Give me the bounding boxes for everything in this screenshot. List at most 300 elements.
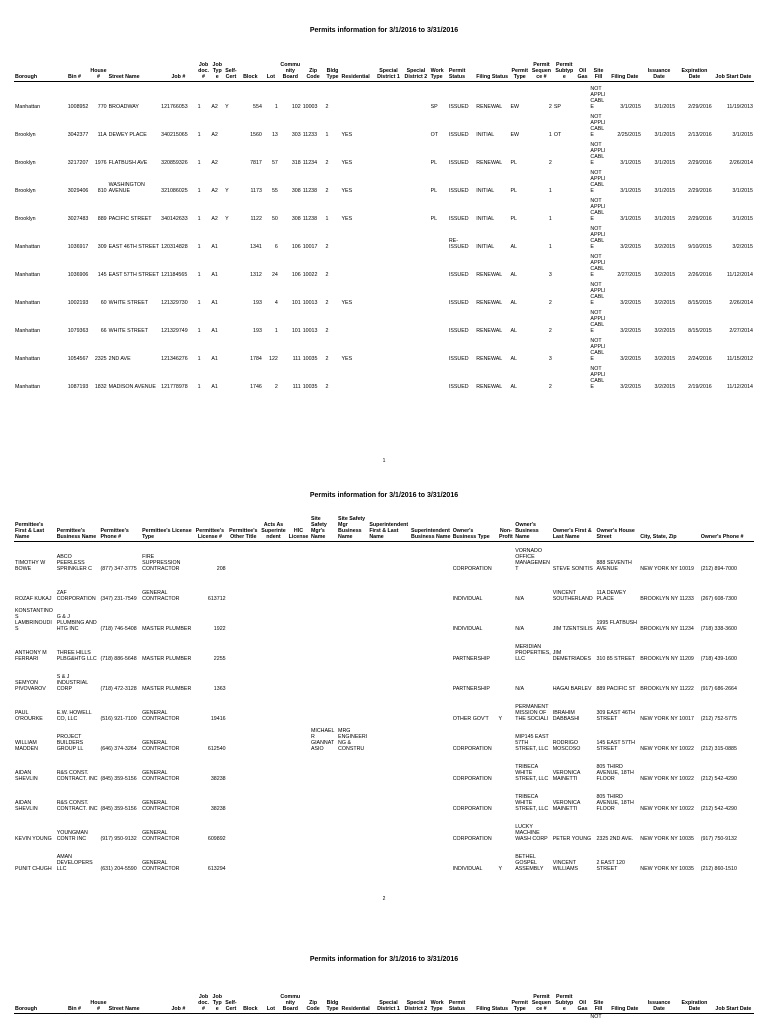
table-cell (302, 1014, 325, 1021)
table-cell: A1 (211, 327, 218, 334)
table-cell (375, 306, 402, 334)
table-cell: TRIBECA WHITE STREET, LLC (515, 763, 549, 782)
table-cell: PL (430, 215, 438, 222)
table-cell: NEW YORK NY 10022 (640, 805, 694, 812)
table-cell (402, 166, 429, 194)
table-row (14, 1014, 754, 1021)
column-header: Lot (263, 62, 279, 82)
table-cell: ZAF CORPORATION (56, 589, 96, 602)
table-cell: Y (225, 187, 229, 194)
table-cell (210, 1014, 224, 1021)
table-cell: 2 (548, 103, 552, 110)
table-cell (576, 110, 590, 138)
table-cell: Manhattan (15, 299, 41, 306)
table-cell (402, 110, 429, 138)
table-cell: PROJECT BUILDERS GROUP LL (56, 733, 84, 752)
table-cell: N/A (515, 625, 525, 632)
column-header: Permit Sequence # (531, 994, 552, 1012)
permits-table-page-3 (14, 994, 754, 1020)
table-cell (14, 1014, 60, 1021)
table-cell (410, 782, 452, 812)
table-cell (553, 362, 576, 390)
table-cell (337, 602, 368, 632)
table-cell: 4 (274, 299, 278, 306)
column-header: Expiration Date (676, 994, 713, 1014)
table-cell (498, 662, 515, 692)
table-cell (553, 1014, 576, 1021)
page-title-3: Permits information for 3/1/2016 to 3/31/2016 (309, 956, 459, 963)
table-cell: 3/2/2015 (620, 299, 641, 306)
table-cell: 2/26/2016 (688, 271, 712, 278)
page-title-2: Permits information for 3/1/2016 to 3/31/2016 (309, 492, 459, 499)
table-cell (402, 278, 429, 306)
table-cell: 2/29/2016 (688, 215, 712, 222)
table-cell: RENEWAL (476, 355, 503, 362)
table-cell: 1 (197, 355, 201, 362)
column-header: Block (238, 62, 263, 82)
column-header: Permit Subtype (553, 994, 576, 1014)
table-cell (260, 542, 287, 572)
table-cell (310, 662, 337, 692)
table-cell: (267) 608-7300 (700, 595, 737, 602)
table-cell (337, 752, 368, 782)
table-cell (402, 194, 429, 222)
table-cell (227, 692, 260, 722)
table-cell: RENEWAL (476, 271, 503, 278)
table-cell: NOT APPLICABLE (590, 281, 606, 306)
table-cell: E.W. HOWELL CO, LLC (56, 709, 92, 722)
column-header: Permit Status (448, 994, 475, 1014)
table-cell: 770 (97, 103, 107, 110)
table-cell: MERIDIAN PROPERTIES, LLC (515, 643, 551, 662)
table-cell: STEVE SONITIS (552, 565, 593, 572)
table-cell: 308 (291, 215, 301, 222)
table-cell: 3042377 (67, 131, 89, 138)
table-cell (576, 278, 590, 306)
table-cell: FIRE SUPPRESSION CONTRACTOR (142, 553, 181, 572)
column-header: Permit Type (510, 994, 531, 1014)
table-cell: WILLIAM MADDEN (15, 739, 38, 752)
table-row (14, 194, 754, 222)
table-cell: 2/24/2016 (688, 355, 712, 362)
table-cell (227, 722, 260, 752)
table-cell (224, 222, 238, 250)
table-cell (402, 334, 429, 362)
column-header: Issuance Date (642, 62, 676, 82)
table-cell (337, 692, 368, 722)
table-cell: 2/13/2016 (688, 131, 712, 138)
table-cell (430, 250, 448, 278)
table-cell (576, 334, 590, 362)
table-cell: AIDAN SHEVLIN (15, 799, 38, 812)
table-cell: 3/2/2015 (654, 271, 676, 278)
table-cell: ISSUED (448, 271, 469, 278)
table-cell (375, 138, 402, 166)
table-cell (642, 1014, 676, 1021)
table-cell: 309 (97, 243, 107, 250)
column-header: Bin # (60, 62, 90, 82)
table-cell: NOT APPLICABLE (590, 197, 606, 222)
table-cell: BROOKLYN NY 11222 (640, 685, 694, 692)
permits-table-page-1 (14, 62, 754, 390)
table-cell (375, 82, 402, 110)
table-cell: 3027483 (67, 215, 89, 222)
table-cell: 193 (253, 299, 262, 306)
table-cell: 10022 (302, 271, 318, 278)
table-cell (430, 306, 448, 334)
table-cell: 1 (197, 187, 201, 194)
table-cell: 1173 (250, 187, 262, 194)
table-cell (260, 782, 287, 812)
table-cell: Manhattan (15, 271, 41, 278)
table-cell: Manhattan (15, 355, 41, 362)
table-cell: NEW YORK NY 10022 (640, 775, 694, 782)
table-cell: 2 (325, 327, 329, 334)
table-cell: 612540 (207, 745, 226, 752)
column-header: Work Type (430, 62, 448, 82)
table-cell (89, 1014, 107, 1021)
column-header: Permit Status (448, 62, 475, 82)
table-cell: A1 (211, 299, 218, 306)
table-cell (402, 250, 429, 278)
table-cell (337, 842, 368, 872)
table-cell: 1 (548, 243, 552, 250)
column-header: Bldg Type (325, 994, 341, 1014)
table-cell (287, 602, 310, 632)
table-cell: 11238 (302, 187, 318, 194)
table-cell: 38238 (210, 805, 226, 812)
table-cell (310, 812, 337, 842)
table-cell (498, 782, 515, 812)
table-cell: Y (498, 715, 503, 722)
table-cell: 8/15/2015 (688, 299, 712, 306)
table-cell: 120314828 (161, 243, 188, 250)
table-cell: YES (341, 355, 353, 362)
table-cell: (516) 921-7100 (100, 715, 137, 722)
table-cell: (212) 542-4290 (700, 805, 737, 812)
table-row (14, 602, 754, 632)
table-cell (227, 572, 260, 602)
table-cell: AL (510, 271, 517, 278)
table-cell: 2 (274, 383, 278, 390)
table-cell: 101 (291, 299, 301, 306)
table-cell (402, 362, 429, 390)
table-cell: 3/2/2015 (654, 299, 676, 306)
table-cell: A1 (211, 271, 218, 278)
table-cell: CORPORATION (452, 775, 492, 782)
table-cell (337, 572, 368, 602)
table-cell: 889 PACIFIC ST (596, 685, 636, 692)
table-cell: NEW YORK NY 10019 (640, 565, 694, 572)
table-cell: (917) 686-2664 (700, 685, 737, 692)
table-cell: BROADWAY (108, 103, 139, 110)
table-cell: NOT APPLICABLE (590, 225, 606, 250)
table-cell (287, 812, 310, 842)
table-cell (224, 334, 238, 362)
table-cell: 609892 (207, 835, 226, 842)
table-cell (287, 542, 310, 572)
table-cell (553, 334, 576, 362)
table-cell: (631) 204-5590 (100, 865, 137, 872)
table-cell: 1 (548, 215, 552, 222)
table-cell (227, 632, 260, 662)
table-cell: 3/1/2015 (620, 187, 641, 194)
table-cell: 1 (274, 103, 278, 110)
table-cell (60, 1014, 90, 1021)
table-cell (368, 632, 410, 662)
table-cell (375, 222, 402, 250)
table-cell: 10035 (302, 355, 318, 362)
table-cell (553, 278, 576, 306)
table-cell (260, 572, 287, 602)
column-header: Special District 1 (375, 62, 402, 82)
table-cell: PETER YOUNG (552, 835, 592, 842)
table-cell: 321086025 (161, 187, 188, 194)
table-cell (448, 1014, 475, 1021)
table-cell: 1 (325, 131, 329, 138)
table-cell: EW (510, 103, 520, 110)
table-cell: 1036917 (67, 243, 89, 250)
table-cell: BROOKLYN NY 11209 (640, 655, 694, 662)
table-header-row (14, 62, 754, 82)
table-cell (227, 782, 260, 812)
column-header: Job Type (210, 62, 224, 82)
table-cell: VERONICA MAINETTI (552, 769, 581, 782)
column-header: Permittee's License Type (141, 516, 193, 542)
table-cell: 2/19/2016 (688, 383, 712, 390)
table-cell: 6 (274, 243, 278, 250)
column-header: Superintendent Business Name (410, 516, 452, 542)
table-cell: AL (510, 243, 517, 250)
table-row (14, 110, 754, 138)
table-cell: NOT APPLICABLE (590, 309, 606, 334)
table-cell (375, 166, 402, 194)
table-cell: PERMANENT MISSION OF THE SOCIALI (515, 703, 549, 722)
table-cell: NOT APPLICABLE (590, 253, 606, 278)
table-cell (224, 278, 238, 306)
table-cell (287, 692, 310, 722)
table-cell: 2/29/2016 (688, 159, 712, 166)
table-cell: THREE HILLS PLBG&HTG LLC (56, 649, 97, 662)
table-cell (263, 1014, 279, 1021)
table-cell (498, 722, 515, 752)
table-cell: 121346276 (161, 355, 188, 362)
table-cell (227, 842, 260, 872)
table-cell: Brooklyn (15, 215, 36, 222)
table-cell (341, 250, 375, 278)
table-cell: PARTNERSHIP (452, 655, 490, 662)
table-cell: 810 (97, 187, 107, 194)
table-cell: 19416 (210, 715, 226, 722)
table-cell: (917) 750-9132 (700, 835, 737, 842)
table-cell (287, 662, 310, 692)
table-cell (368, 752, 410, 782)
table-cell: AMAN DEVELOPERS LLC (56, 853, 93, 872)
table-cell: N/A (515, 685, 525, 692)
table-cell: 1363 (213, 685, 226, 692)
table-cell (287, 632, 310, 662)
table-cell (341, 306, 375, 334)
column-header: Filing Status (475, 994, 509, 1014)
table-cell: JIM DEMETRIADES (552, 649, 591, 662)
table-cell: 1122 (250, 215, 262, 222)
table-cell: 121184565 (161, 271, 188, 278)
column-header: Permittee's License # (193, 516, 226, 542)
column-header: Site Fill (589, 994, 607, 1014)
table-cell: 1341 (250, 243, 262, 250)
table-cell: 11/15/2012 (726, 355, 753, 362)
table-cell: 1036906 (67, 271, 89, 278)
table-cell: CORPORATION (452, 835, 492, 842)
table-cell: (845) 359-5156 (100, 775, 137, 782)
column-header: Job Type (210, 994, 224, 1014)
table-cell: 3/2/2015 (620, 327, 641, 334)
table-cell: 1 (548, 187, 552, 194)
table-cell: 1 (197, 327, 201, 334)
table-cell: 889 (97, 215, 107, 222)
table-cell: 2 (325, 383, 329, 390)
table-cell: OTHER GOV'T (452, 715, 489, 722)
table-cell: 2/29/2016 (688, 103, 712, 110)
table-cell: 145 (97, 271, 107, 278)
column-header: Community Board (280, 62, 301, 80)
table-cell (310, 842, 337, 872)
table-cell: A2 (211, 215, 218, 222)
table-cell: 102 (291, 103, 301, 110)
table-cell (375, 278, 402, 306)
column-header: Job Start Date (713, 994, 754, 1014)
table-cell: 57 (271, 159, 278, 166)
table-cell: VINCENT SOUTHERLAND (552, 589, 593, 602)
table-cell: 1 (548, 131, 552, 138)
table-cell (287, 782, 310, 812)
table-cell: NOT APPLICABLE (590, 141, 606, 166)
column-header: Block (238, 994, 263, 1014)
column-header: Self-Cert (224, 994, 238, 1014)
table-cell: NEW YORK NY 10022 (640, 745, 694, 752)
table-cell: (718) 746-5408 (100, 625, 137, 632)
table-cell (498, 542, 515, 572)
permittee-table (14, 516, 754, 872)
table-cell: ISSUED (448, 215, 469, 222)
table-cell (410, 812, 452, 842)
table-cell: 2/29/2016 (688, 187, 712, 194)
table-cell: 340142633 (161, 215, 188, 222)
table-cell (375, 1014, 402, 1021)
table-cell: 3/2/2015 (654, 327, 676, 334)
column-header: Street Name (108, 994, 161, 1014)
table-header-row (14, 516, 754, 542)
table-cell: (718) 338-3600 (700, 625, 737, 632)
table-cell: 1560 (250, 131, 262, 138)
table-cell: EAST 46TH STREET (108, 243, 160, 250)
table-cell (430, 1014, 448, 1021)
table-cell (402, 82, 429, 110)
table-cell: 308 (291, 187, 301, 194)
table-cell: 10035 (302, 383, 318, 390)
table-cell: CORPORATION (452, 745, 492, 752)
table-cell (260, 692, 287, 722)
table-cell: YES (341, 187, 353, 194)
table-cell: 106 (291, 243, 301, 250)
table-cell (576, 166, 590, 194)
table-cell: 13 (271, 131, 278, 138)
table-cell: JIM TZENTSILIS (552, 625, 593, 632)
table-cell: PAUL O'ROURKE (15, 709, 43, 722)
table-cell: 309 EAST 46TH STREET (596, 709, 635, 722)
table-cell (402, 306, 429, 334)
column-header: Work Type (430, 994, 448, 1014)
table-cell: 1832 (94, 383, 107, 390)
column-header: Bldg Type (325, 62, 341, 82)
table-cell (375, 194, 402, 222)
table-cell: INITIAL (476, 131, 495, 138)
column-header: Permittee's First & Last Name (14, 516, 56, 542)
column-header: Street Name (108, 62, 161, 82)
table-cell: (917) 950-9132 (100, 835, 137, 842)
table-cell: 111 (292, 383, 301, 390)
table-row (14, 752, 754, 782)
table-cell: 11/12/2014 (726, 383, 753, 390)
table-cell (430, 362, 448, 390)
table-cell: ISSUED (448, 103, 469, 110)
column-header: Lot (263, 994, 279, 1014)
table-cell (553, 222, 576, 250)
table-cell: 145 EAST 57TH STREET (596, 739, 635, 752)
table-cell: OT (430, 131, 438, 138)
column-header: Zip Code (302, 994, 325, 1014)
table-cell: 3/2/2015 (620, 243, 641, 250)
table-cell: RENEWAL (476, 299, 503, 306)
table-row (14, 542, 754, 572)
table-cell: 3/1/2015 (654, 159, 676, 166)
table-cell: 554 (253, 103, 262, 110)
table-cell: RENEWAL (476, 103, 503, 110)
table-cell: PL (430, 187, 438, 194)
table-cell: A1 (211, 355, 218, 362)
table-cell: 1 (197, 271, 201, 278)
table-cell (224, 138, 238, 166)
table-cell: 121766053 (161, 103, 188, 110)
column-header: Acts As Superintendent (260, 516, 287, 542)
table-cell (368, 602, 410, 632)
table-cell (368, 572, 410, 602)
column-header: Borough (14, 62, 60, 82)
table-cell: PL (510, 215, 517, 222)
table-cell: 2 (325, 299, 329, 306)
table-cell: 3/1/2015 (654, 187, 676, 194)
table-cell: 3/1/2015 (654, 103, 676, 110)
table-cell: AL (510, 299, 517, 306)
table-cell: 2/26/2014 (729, 159, 753, 166)
table-cell: 1002193 (67, 299, 89, 306)
table-row (14, 812, 754, 842)
table-cell (498, 812, 515, 842)
table-cell: ABCO PEERLESS SPRINKLER C (56, 553, 93, 572)
table-cell (510, 1014, 531, 1021)
table-cell: 3/1/2015 (620, 159, 641, 166)
table-cell: DEWEY PLACE (108, 131, 147, 138)
table-row (14, 662, 754, 692)
table-cell: 3/1/2015 (620, 103, 641, 110)
table-cell (227, 602, 260, 632)
table-cell: FLATBUSH AVE (108, 159, 148, 166)
table-cell (260, 632, 287, 662)
table-cell (553, 138, 576, 166)
table-cell (260, 752, 287, 782)
table-cell: NEW YORK NY 10017 (640, 715, 694, 722)
table-cell (553, 166, 576, 194)
